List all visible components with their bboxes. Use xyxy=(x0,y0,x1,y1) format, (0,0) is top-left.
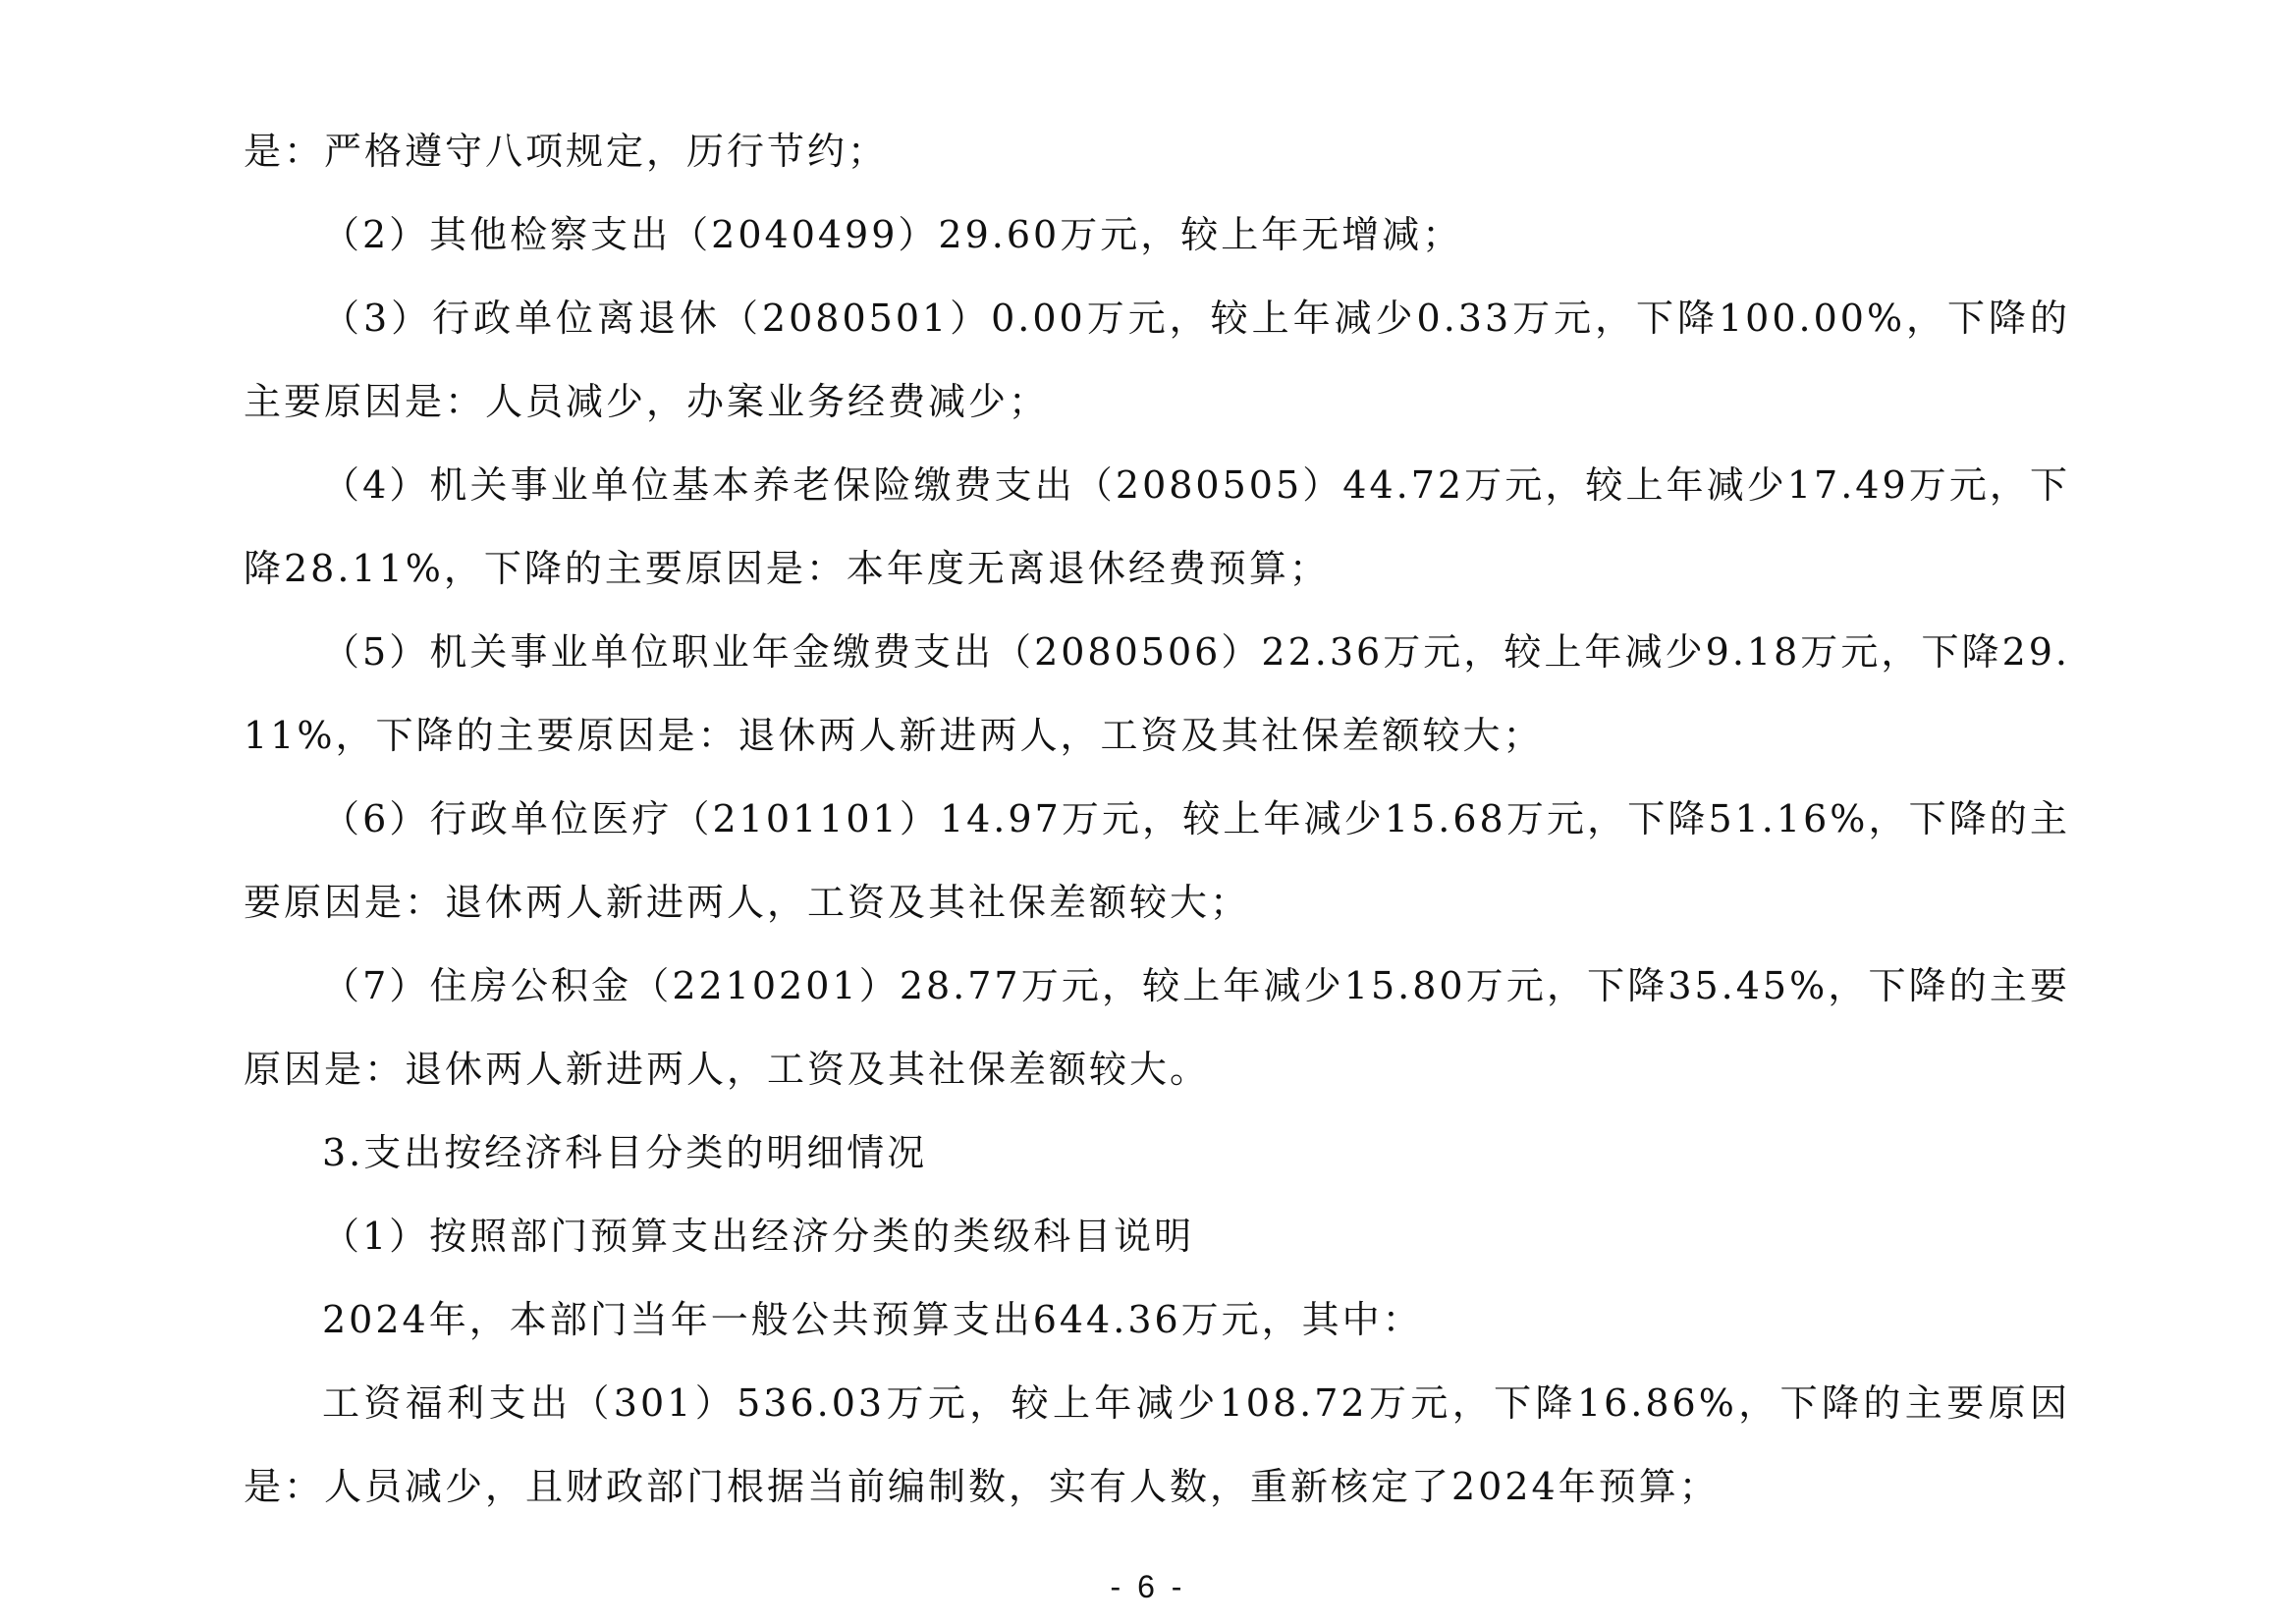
paragraph-5: （5）机关事业单位职业年金缴费支出（2080506）22.36万元，较上年减少9.18万元，下降29.11%，下降的主要原因是：退休两人新进两人，工资及其社保差额较大； xyxy=(244,630,2070,757)
paragraph-wages: 工资福利支出（301）536.03万元，较上年减少108.72万元，下降16.86%，下降的主要原因是：人员减少，且财政部门根据当前编制数，实有人数，重新核定了2024年预算； xyxy=(244,1381,2070,1508)
section-heading-3: 3.支出按经济科目分类的明细情况 xyxy=(322,1131,928,1174)
paragraph-1: 是：严格遵守八项规定，历行节约； xyxy=(244,130,889,173)
page-number: - 6 - xyxy=(1110,1569,1186,1604)
paragraph-summary: 2024年，本部门当年一般公共预算支出644.36万元，其中： xyxy=(322,1298,1423,1341)
paragraph-4: （4）机关事业单位基本养老保险缴费支出（2080505）44.72万元，较上年减少17.49万元，下降28.11%，下降的主要原因是：本年度无离退休经费预算； xyxy=(244,463,2070,590)
paragraph-7: （7）住房公积金（2210201）28.77万元，较上年减少15.80万元，下降35.45%，下降的主要原因是：退休两人新进两人，工资及其社保差额较大。 xyxy=(244,964,2070,1091)
paragraph-3: （3）行政单位离退休（2080501）0.00万元，较上年减少0.33万元，下降100.00%，下降的主要原因是：人员减少，办案业务经费减少； xyxy=(244,297,2070,423)
body-text xyxy=(244,110,2070,1529)
paragraph-6: （6）行政单位医疗（2101101）14.97万元，较上年减少15.68万元，下降51.16%，下降的主要原因是：退休两人新进两人，工资及其社保差额较大； xyxy=(244,797,2070,924)
paragraph-2: （2）其他检察支出（2040499）29.60万元，较上年无增减； xyxy=(322,213,1463,256)
subsection-heading-1: （1）按照部门预算支出经济分类的类级科目说明 xyxy=(322,1215,1195,1258)
